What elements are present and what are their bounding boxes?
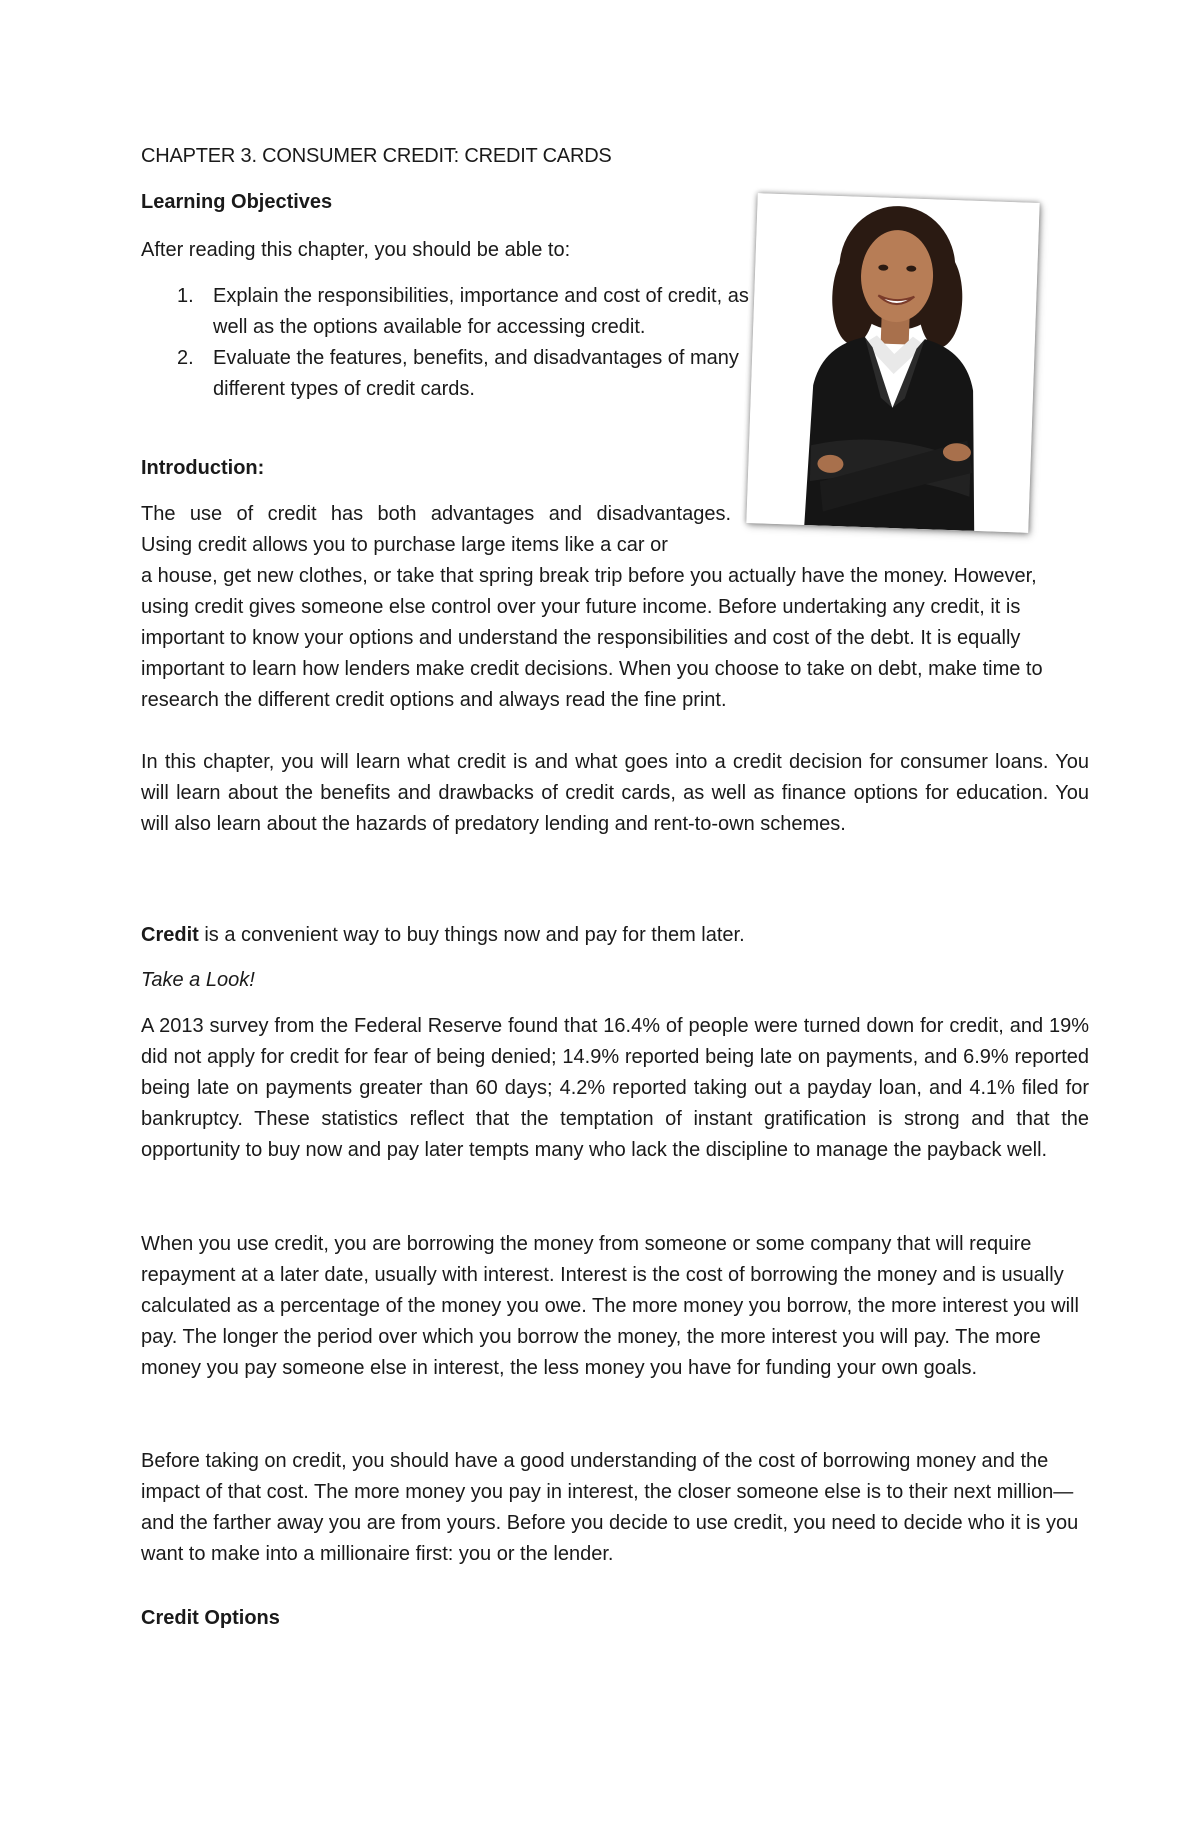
introduction-opening [141, 499, 731, 561]
chapter-title: CHAPTER 3. CONSUMER CREDIT: CREDIT CARDS [141, 145, 612, 167]
borrowing-paragraph: When you use credit, you are borrowing the money from someone or some company that will require repayment at a later date, usually with interest. Interest is the cost of borrowing the money and is usually calculated as a percentage of the money you owe. The more money you borrow, the more interest you will pay. The longer the period over which you borrow the money, the more interest you will pay. The more money you pay someone else in interest, the less money you have for funding your own goals. [141, 1233, 1079, 1379]
objectives-intro: After reading this chapter, you should be able to: [141, 239, 571, 261]
credit-definition-text: is a convenient way to buy things now and pay for them later. [198, 924, 745, 946]
photo-illustration [746, 193, 1039, 533]
list-item-text: Evaluate the features, benefits, and disadvantages of many different types of credit cards. [213, 347, 739, 400]
list-item [141, 281, 773, 343]
credit-term: Credit [141, 924, 199, 946]
list-item [141, 343, 773, 405]
credit-definition [141, 920, 1089, 951]
introduction-continuation: a house, get new clothes, or take that spring break trip before you actually have the money. However, using credit gives someone else control over your future income. Before undertaking any credit, it is important to know your options and understand the responsibilities and cost of the debt. It is equally important to learn how lenders make credit decisions. When you choose to take on debt, make time to research the different credit options and always read the fine print. [141, 565, 1043, 711]
businesswoman-photo [746, 193, 1039, 533]
survey-paragraph: A 2013 survey from the Federal Reserve found that 16.4% of people were turned down for credit, and 19% did not apply for credit for fear of being denied; 14.9% reported being late on payments, and 6.9% reported being late on payments greater than 60 days; 4.2% reported taking out a payday loan, and 4.1% filed for bankruptcy. These statistics reflect that the temptation of instant gratification is strong and that the opportunity to buy now and pay later tempts many who lack the discipline to manage the payback well. [141, 1015, 1089, 1161]
list-item-text: Explain the responsibilities, importance and cost of credit, as well as the options available for accessing credit. [213, 285, 749, 338]
credit-options-heading: Credit Options [141, 1607, 280, 1629]
chapter-overview-paragraph: In this chapter, you will learn what credit is and what goes into a credit decision for consumer loans. You will learn about the benefits and drawbacks of credit cards, as well as finance options for education. You will also learn about the hazards of predatory lending and rent-to-own schemes. [141, 751, 1089, 835]
intro-line-1: The use of credit has both advantages and disadvantages. [141, 503, 731, 525]
cost-paragraph: Before taking on credit, you should have a good understanding of the cost of borrowing money and the impact of that cost. The more money you pay in interest, the closer someone else is to their next million—and the farther away you are from yours. Before you decide to use credit, you need to decide who it is you want to make into a millionaire first: you or the lender. [141, 1450, 1079, 1565]
introduction-heading: Introduction: [141, 457, 265, 479]
learning-objectives-heading: Learning Objectives [141, 191, 333, 213]
take-a-look-label: Take a Look! [141, 969, 255, 991]
objectives-list [141, 281, 749, 405]
list-number: 2. [177, 347, 194, 369]
intro-line-2: Using credit allows you to purchase large items like a car or [141, 534, 668, 556]
list-number: 1. [177, 285, 194, 307]
